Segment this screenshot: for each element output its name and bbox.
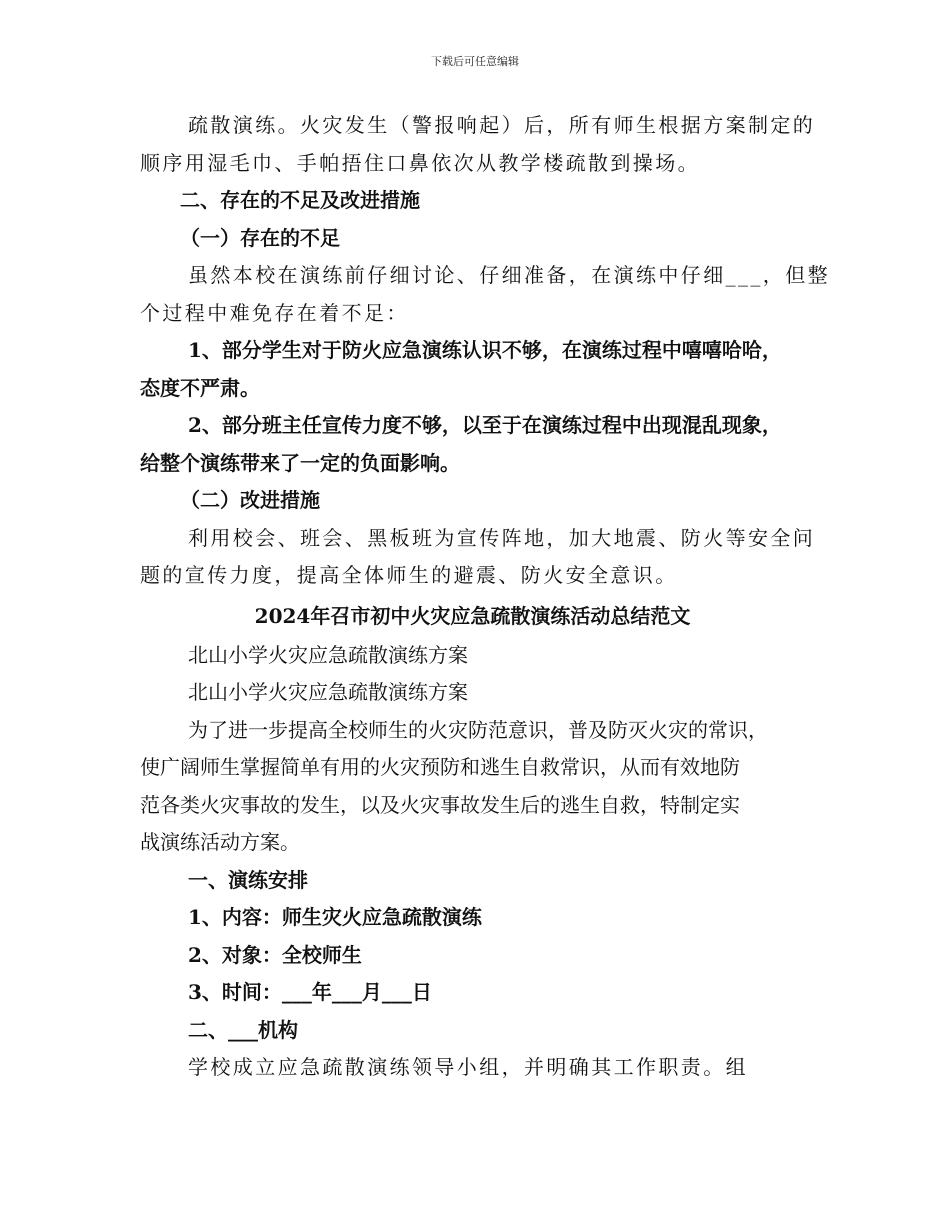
paragraph-line: 北山小学火灾应急疏散演练方案: [188, 642, 468, 667]
section-heading: 一、演练安排: [188, 867, 308, 892]
paragraph-line: 疏散演练。火灾发生（警报响起）后，所有师生根据方案制定的: [188, 113, 816, 137]
paragraph-line: 个过程中难免存在着不足：: [140, 300, 409, 325]
page-header: 下载后可任意编辑: [431, 55, 519, 68]
document-body: [140, 107, 830, 1087]
section-heading: 二、存在的不足及改进措施: [180, 188, 420, 212]
section-heading: 二、___机构: [188, 1017, 298, 1042]
paragraph-line: 范各类火灾事故的发生，以及火灾事故发生后的逃生自救，特制定实: [140, 792, 740, 817]
subsection-heading: （二）改进措施: [180, 488, 320, 512]
paragraph-line: 为了进一步提高全校师生的火灾防范意识，普及防灭火灾的常识，: [188, 717, 768, 742]
bold-list-item: 给整个演练带来了一定的负面影响。: [140, 450, 460, 475]
paragraph-line: 北山小学火灾应急疏散演练方案: [188, 680, 468, 704]
paragraph-line: 利用校会、班会、黑板班为宣传阵地，加大地震、防火等安全问: [188, 525, 816, 550]
subsection-heading: （一）存在的不足: [180, 225, 340, 250]
bold-list-item: 3、时间：___年___月___日: [188, 980, 432, 1004]
bold-list-item: 1、内容：师生灾火应急疏散演练: [188, 905, 482, 929]
bold-list-item: 2、对象：全校师生: [188, 942, 362, 967]
paragraph-line: 学校成立应急疏散演练领导小组，并明确其工作职责。组: [188, 1055, 748, 1079]
paragraph-line: 题的宣传力度，提高全体师生的避震、防火安全意识。: [140, 563, 678, 587]
bold-list-item: 1、部分学生对于防火应急演练认识不够，在演练过程中嘻嘻哈哈，: [188, 338, 782, 362]
paragraph-line: 虽然本校在演练前仔细讨论、仔细准备，在演练中仔细___，但整: [188, 263, 830, 287]
paragraph-line: 战演练活动方案。: [140, 830, 300, 854]
paragraph-line: 顺序用湿毛巾、手帕捂住口鼻依次从教学楼疏散到操场。: [140, 150, 700, 175]
bold-list-item: 态度不严肃。: [140, 375, 260, 400]
bold-list-item: 2、部分班主任宣传力度不够，以至于在演练过程中出现混乱现象，: [188, 413, 782, 437]
paragraph-line: 使广阔师生掌握简单有用的火灾预防和逃生自救常识，从而有效地防: [140, 755, 740, 779]
document-title: 2024年召市初中火灾应急疏散演练活动总结范文: [254, 603, 691, 628]
